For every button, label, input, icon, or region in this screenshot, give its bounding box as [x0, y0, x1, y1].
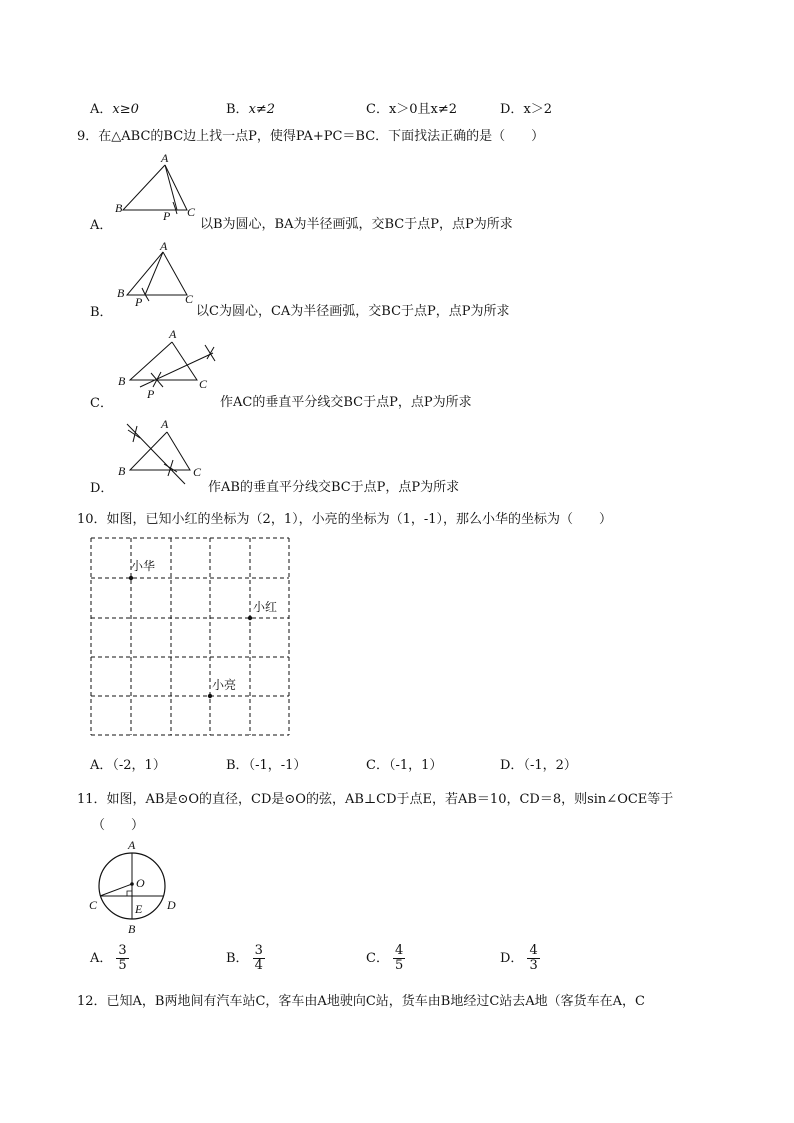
q9-stem: 9．在△ABC的BC边上找一点P，使得PA+PC＝BC．下面找法正确的是（ ） [77, 129, 545, 144]
q10-option-b: B．（-1，-1） [226, 758, 307, 773]
q8-option-c: C．x＞0且x≠2 [366, 102, 458, 117]
q9c-label-c: C [199, 377, 208, 391]
q11-label-d: D [167, 898, 176, 912]
q10-label-xiaohua: 小华 [131, 559, 156, 573]
q9c-label-a: A [169, 327, 177, 341]
q11-option-b: B． $\frac{3}{4}$ [226, 943, 263, 973]
q9a-label-p: P [163, 209, 171, 223]
q10-stem: 10．如图，已知小红的坐标为（2，1），小亮的坐标为（1，-1），那么小华的坐标为（ ） [77, 512, 613, 527]
q9d-label-a: A [161, 417, 169, 431]
q9-option-c-label: C． [90, 396, 113, 411]
q9-figure-c [115, 325, 220, 405]
q10-point-xiaoliang [208, 694, 212, 698]
q10-option-c: C．（-1，1） [366, 758, 443, 773]
fraction: $\frac{4}{5}$ [394, 943, 404, 973]
q9-option-d-text: 作AB的垂直平分线交BC于点P，点P为所求 [208, 480, 460, 495]
q11-option-c: C． $\frac{4}{5}$ [366, 943, 404, 973]
q9b-label-b: B [117, 286, 125, 300]
q11-label-o: O [136, 876, 145, 890]
q10-label-xiaohong: 小红 [253, 600, 278, 614]
q11-label-c: C [89, 898, 98, 912]
q11-label-e: E [135, 902, 143, 916]
q11-option-a: A． $\frac{3}{5}$ [90, 943, 127, 973]
q9a-label-c: C [187, 205, 196, 219]
q9-option-a-label: A． [90, 218, 113, 233]
q8-option-a: A．x≥0 [90, 102, 139, 117]
q10-option-a: A．（-2，1） [90, 758, 166, 773]
q10-label-xiaoliang: 小亮 [212, 678, 237, 692]
q9-option-b-text: 以C为圆心，CA为半径画弧，交BC于点P，点P为所求 [196, 304, 510, 319]
q9-option-d-label: D． [90, 481, 114, 496]
q10-grid-lines [91, 538, 289, 735]
q10-grid-figure [91, 538, 291, 738]
q9d-label-c: C [193, 465, 202, 479]
q9a-label-a: A [161, 151, 169, 165]
q9a-label-b: B [115, 201, 123, 215]
q8-option-d: D．x＞2 [500, 102, 553, 117]
q9-figure-d [115, 412, 210, 492]
q12-stem: 12．已知A，B两地间有汽车站C，客车由A地驶向C站，货车由B地经过C站去A地（客货车在A，C [77, 994, 645, 1009]
q11-stem-line1: 11．如图，AB是⊙O的直径，CD是⊙O的弦，AB⊥CD于点E，若AB＝10，CD＝8，则sin∠OCE等于 [77, 792, 674, 807]
q9-option-c-text: 作AC的垂直平分线交BC于点P，点P为所求 [220, 395, 472, 410]
q11-option-d: D． $\frac{4}{3}$ [500, 943, 538, 973]
q9b-label-a: A [160, 239, 168, 253]
q11-label-b: B [128, 922, 136, 936]
q9-option-b-label: B． [90, 305, 113, 320]
q9c-label-p: P [147, 387, 155, 401]
fraction: $\frac{3}{4}$ [254, 943, 263, 973]
q9b-label-p: P [135, 295, 143, 309]
q10-option-d: D．（-1，2） [500, 758, 577, 773]
q9b-label-c: C [185, 292, 194, 306]
q11-circle-figure [86, 836, 186, 936]
q9-option-a-text: 以B为圆心，BA为半径画弧，交BC于点P，点P为所求 [200, 217, 513, 232]
q9-figure-a [115, 150, 205, 223]
q9c-label-b: B [118, 374, 126, 388]
q11-stem-line2: （ ） [92, 818, 145, 833]
q10-point-xiaohong [248, 616, 252, 620]
q9-figure-b [115, 240, 205, 310]
fraction: $\frac{3}{5}$ [118, 943, 127, 973]
q11-label-a: A [128, 838, 136, 852]
q8-option-b: B．x≠2 [226, 102, 276, 117]
q10-point-xiaohua [129, 576, 133, 580]
fraction: $\frac{4}{3}$ [529, 943, 538, 973]
q9d-label-b: B [118, 464, 126, 478]
